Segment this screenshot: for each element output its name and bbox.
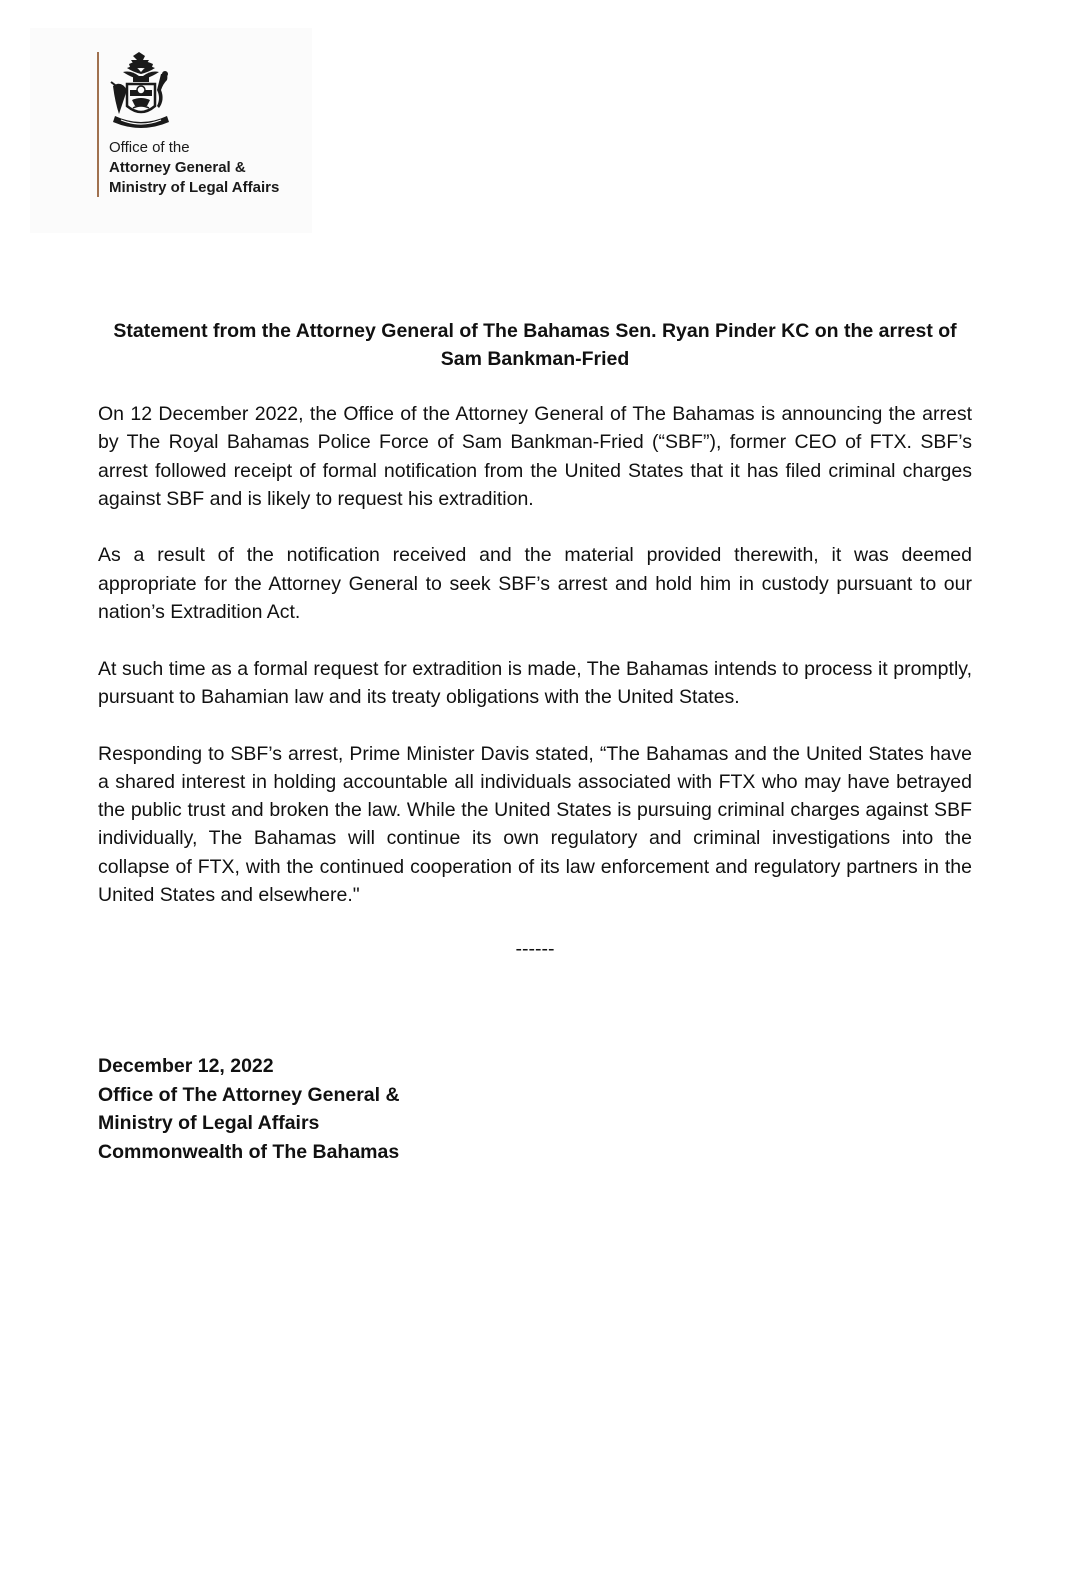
signature-country: Commonwealth of The Bahamas bbox=[98, 1140, 400, 1163]
signature-block bbox=[98, 1052, 400, 1166]
signature-date: December 12, 2022 bbox=[98, 1055, 274, 1077]
letterhead-office-name bbox=[109, 138, 279, 198]
paragraph-extradition: At such time as a formal request for extradition is made, The Bahamas intends to process it promptly, pursuant to Bahamian law and its treaty obligations with the United States. bbox=[98, 657, 972, 708]
paragraph-prime-minister-quote: Responding to SBF’s arrest, Prime Minister Davis stated, “The Bahamas and the United States have a shared interest in holding accountable all individuals associated with FTX who may have betrayed the public trust and broken the law. While the United States is pursuing criminal charges against SBF individually, The Bahamas will continue its own regulatory and criminal investigations into the collapse of FTX, with the continued cooperation of its law enforcement and regulatory partners in the United States and elsewhere." bbox=[98, 742, 972, 907]
letterhead-line-1: Office of the bbox=[109, 139, 190, 156]
statement-title: Statement from the Attorney General of The Bahamas Sen. Ryan Pinder KC on the arrest of Sam Bankman-Fried bbox=[113, 320, 957, 370]
letterhead-line-3: Ministry of Legal Affairs bbox=[109, 179, 280, 196]
signature-office: Office of The Attorney General & bbox=[98, 1083, 400, 1106]
bahamas-coat-of-arms-icon bbox=[105, 50, 177, 134]
section-separator bbox=[0, 938, 1074, 961]
paragraph-announcement: On 12 December 2022, the Office of the Attorney General of The Bahamas is announcing the arrest by The Royal Bahamas Police Force of Sam Bankman-Fried (“SBF”), former CEO of FTX. SBF’s arrest followed receipt of formal notification from the United States that it has filed criminal charges against SBF and is likely to request his extradition. bbox=[98, 403, 972, 510]
letterhead-line-2: Attorney General & bbox=[109, 159, 246, 176]
signature-ministry: Ministry of Legal Affairs bbox=[98, 1112, 320, 1134]
letterhead-divider bbox=[97, 52, 99, 197]
paragraph-custody: As a result of the notification received and the material provided therewith, it was deemed appropriate for the Attorney General to seek SBF’s arrest and hold him in custody pursuant to our nation’s Extradition Act. bbox=[98, 544, 972, 624]
statement-body bbox=[98, 400, 972, 938]
separator-dashes: ------ bbox=[515, 938, 555, 960]
